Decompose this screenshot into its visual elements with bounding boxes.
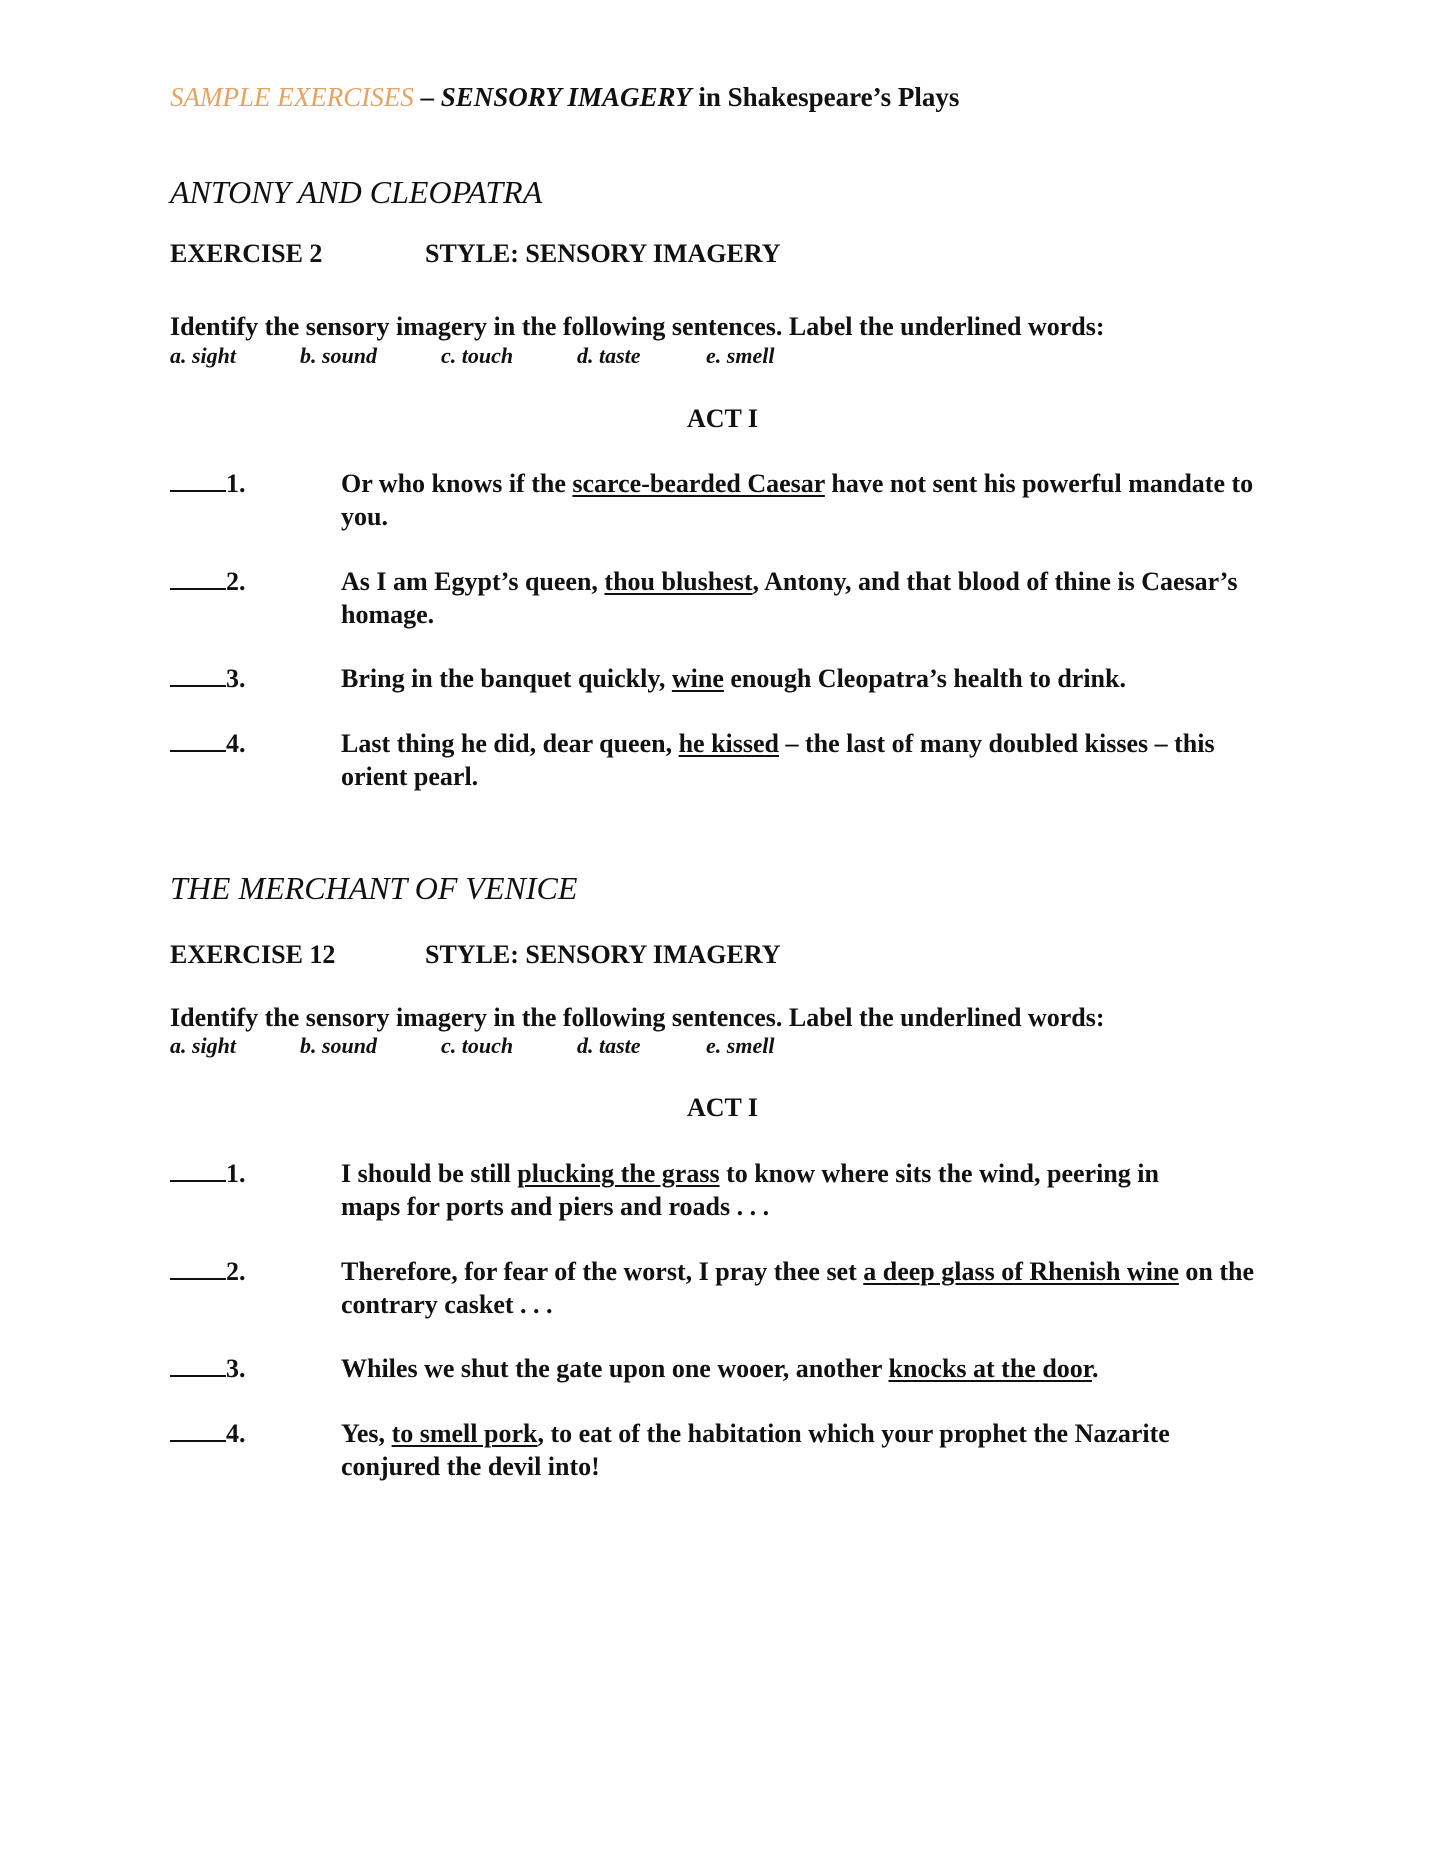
page-header [170, 84, 959, 111]
answer-choices [170, 1035, 870, 1059]
item-number: 3. [226, 664, 246, 693]
choice-smell: e. smell [706, 343, 775, 368]
underlined-phrase: knocks at the door [888, 1354, 1092, 1383]
choice-taste: d. taste [577, 1033, 641, 1058]
item-text-after: , Antony, and that blood of thine is Caesar’s homage. [341, 567, 1238, 629]
exercise-label: EXERCISE 2 [170, 239, 323, 268]
item-text [341, 1157, 1221, 1223]
underlined-phrase: scarce-bearded Caesar [572, 469, 825, 498]
item-text-before: Or who knows if the [341, 469, 573, 498]
item-number: 2. [226, 1257, 246, 1286]
item-text-before: As I am Egypt’s queen, [341, 567, 605, 596]
style-label: STYLE: SENSORY IMAGERY [425, 940, 781, 969]
item-text-before: I should be still [341, 1159, 518, 1188]
item-text-after: . [1091, 1354, 1099, 1383]
answer-blank[interactable] [170, 1255, 246, 1288]
item-text-after: enough Cleopatra’s health to drink. [723, 664, 1126, 693]
act-heading: ACT I [686, 404, 759, 433]
act-heading: ACT I [686, 1093, 759, 1122]
item-text-before: Yes, [341, 1419, 392, 1448]
exercise-heading [170, 940, 781, 969]
choice-touch: c. touch [441, 1033, 514, 1058]
underlined-phrase: plucking the grass [517, 1159, 720, 1188]
item-number: 2. [226, 567, 246, 596]
answer-blank[interactable] [170, 1157, 246, 1190]
item-text [341, 727, 1271, 793]
answer-blank[interactable] [170, 1352, 246, 1385]
item-number: 1. [226, 1159, 246, 1188]
choice-sound: b. sound [300, 1033, 378, 1058]
item-text-after: on the contrary casket . . . [341, 1257, 1255, 1319]
exercise-heading [170, 239, 781, 268]
item-text [341, 1352, 1271, 1385]
answer-blank[interactable] [170, 727, 246, 760]
choice-taste: d. taste [577, 343, 641, 368]
item-number: 3. [226, 1354, 246, 1383]
choice-touch: c. touch [441, 343, 514, 368]
choice-sight: a. sight [170, 1033, 237, 1058]
underlined-phrase: thou blushest [604, 567, 753, 596]
item-text-after: – the last of many doubled kisses – this orient pearl. [341, 729, 1215, 791]
instruction: Identify the sensory imagery in the following sentences. Label the underlined words: [170, 1003, 1105, 1032]
choice-sound: b. sound [300, 343, 378, 368]
underlined-phrase: to smell pork [391, 1419, 538, 1448]
item-text-before: Whiles we shut the gate upon one wooer, another [341, 1354, 889, 1383]
answer-choices [170, 345, 870, 369]
header-sensory-imagery: SENSORY IMAGERY [440, 82, 692, 112]
play-title: ANTONY AND CLEOPATRA [170, 174, 543, 210]
underlined-phrase: a deep glass of Rhenish wine [863, 1257, 1179, 1286]
item-number: 4. [226, 1419, 246, 1448]
item-text-before: Last thing he did, dear queen, [341, 729, 679, 758]
instruction: Identify the sensory imagery in the following sentences. Label the underlined words: [170, 312, 1105, 341]
item-text-after: have not sent his powerful mandate to you. [341, 469, 1254, 531]
item-text-before: Bring in the banquet quickly, [341, 664, 672, 693]
choice-smell: e. smell [706, 1033, 775, 1058]
header-sample-exercises: SAMPLE EXERCISES [170, 82, 414, 112]
item-text [341, 1417, 1201, 1483]
answer-blank[interactable] [170, 1417, 246, 1450]
answer-blank[interactable] [170, 565, 246, 598]
item-text [341, 662, 1271, 695]
style-label: STYLE: SENSORY IMAGERY [425, 239, 781, 268]
item-text [341, 467, 1271, 533]
exercise-label: EXERCISE 12 [170, 940, 336, 969]
header-dash: – [413, 82, 441, 112]
answer-blank[interactable] [170, 467, 246, 500]
underlined-phrase: he kissed [678, 729, 780, 758]
item-text-after: , to eat of the habitation which your prophet the Nazarite conjured the devil into! [341, 1419, 1170, 1481]
item-number: 1. [226, 469, 246, 498]
underlined-phrase: wine [671, 664, 724, 693]
choice-sight: a. sight [170, 343, 237, 368]
header-plays: in Shakespeare’s Plays [691, 82, 960, 112]
item-text [341, 565, 1271, 631]
item-text [341, 1255, 1271, 1321]
answer-blank[interactable] [170, 662, 246, 695]
item-number: 4. [226, 729, 246, 758]
item-text-after: to know where sits the wind, peering in maps for ports and piers and roads . . . [341, 1159, 1159, 1221]
play-title: THE MERCHANT OF VENICE [170, 870, 578, 906]
item-text-before: Therefore, for fear of the worst, I pray thee set [341, 1257, 864, 1286]
